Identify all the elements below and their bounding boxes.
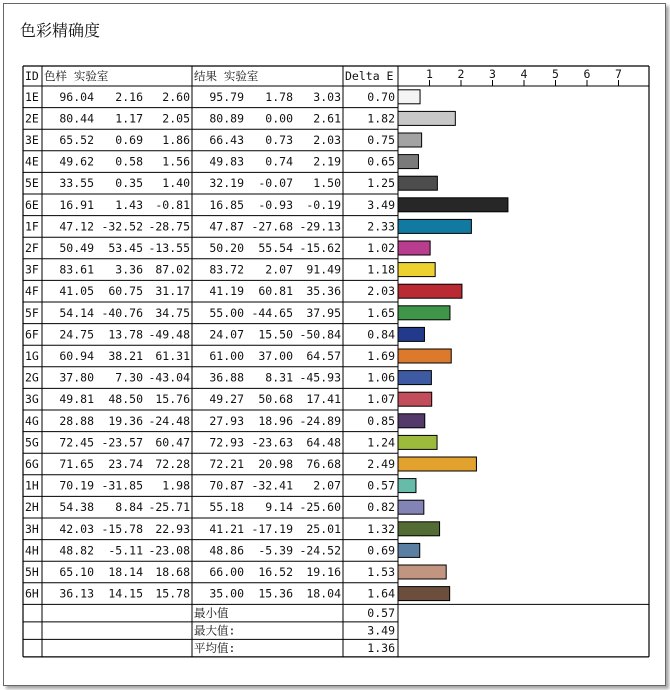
result-lab-value: 64.57 xyxy=(306,349,341,363)
result-lab-value: 50.68 xyxy=(258,392,293,407)
sample-lab-value: 47.12 xyxy=(59,219,94,234)
result-lab-value: -17.19 xyxy=(251,521,293,536)
result-lab-value: -5.39 xyxy=(258,543,293,558)
result-lab-value: 18.96 xyxy=(258,413,293,428)
result-lab-value: 25.01 xyxy=(306,521,341,536)
delta-e-value: 1.69 xyxy=(367,349,395,363)
header-sample-lab: 色样 实验室 xyxy=(44,69,109,83)
x-tick-label: 1 xyxy=(426,67,433,81)
result-lab-value: 37.95 xyxy=(306,305,341,320)
delta-e-bar xyxy=(398,219,471,233)
sample-lab-value: -28.75 xyxy=(148,219,190,234)
result-lab-value: 41.19 xyxy=(209,284,244,299)
result-lab-value: 70.87 xyxy=(209,478,244,493)
sample-lab-value: -24.48 xyxy=(148,413,190,428)
delta-e-bar xyxy=(398,457,476,471)
sample-lab-value: -13.55 xyxy=(148,241,190,255)
row-id: 4E xyxy=(25,154,39,169)
result-lab-value: 95.79 xyxy=(209,89,244,104)
delta-e-value: 1.18 xyxy=(367,262,395,277)
delta-e-value: 1.65 xyxy=(367,305,395,320)
delta-e-value: 0.57 xyxy=(367,478,395,493)
sample-lab-value: 0.69 xyxy=(115,133,143,147)
sample-lab-value: 42.03 xyxy=(59,521,94,536)
result-lab-value: -44.65 xyxy=(251,305,293,320)
result-lab-value: 24.07 xyxy=(209,327,244,342)
row-id: 2G xyxy=(25,370,39,385)
sample-lab-value: 2.05 xyxy=(162,111,190,126)
result-lab-value: 0.00 xyxy=(265,111,293,126)
row-id: 2F xyxy=(25,241,39,255)
sample-lab-value: 71.65 xyxy=(59,457,94,471)
row-id: 2E xyxy=(25,111,39,126)
sample-lab-value: 50.49 xyxy=(59,241,94,255)
result-lab-value: -32.41 xyxy=(251,478,293,493)
result-lab-value: 0.73 xyxy=(265,133,293,147)
summary-label: 最小值 xyxy=(194,606,229,621)
result-lab-value: 47.87 xyxy=(209,219,244,234)
delta-e-value: 1.07 xyxy=(367,392,395,407)
row-id: 1F xyxy=(25,219,39,234)
result-lab-value: 2.19 xyxy=(313,154,341,169)
delta-e-value: 0.84 xyxy=(367,327,395,342)
row-id: 3H xyxy=(25,521,39,536)
sample-lab-value: 70.19 xyxy=(59,478,94,493)
row-id: 5F xyxy=(25,305,39,320)
sample-lab-value: 65.10 xyxy=(59,565,94,579)
result-lab-value: 3.03 xyxy=(313,89,341,104)
delta-e-value: 2.49 xyxy=(367,457,395,471)
delta-e-value: 0.70 xyxy=(367,89,395,104)
result-lab-value: -50.84 xyxy=(299,327,341,342)
result-lab-value: 66.43 xyxy=(209,133,244,147)
sample-lab-value: 72.45 xyxy=(59,435,94,450)
sample-lab-value: 1.86 xyxy=(162,133,190,147)
result-lab-value: 18.04 xyxy=(306,586,341,601)
row-id: 3G xyxy=(25,392,39,407)
delta-e-value: 1.02 xyxy=(367,241,395,255)
sample-lab-value: 28.88 xyxy=(59,413,94,428)
delta-e-value: 1.53 xyxy=(367,565,395,579)
sample-lab-value: 2.16 xyxy=(115,89,143,104)
result-lab-value: 61.00 xyxy=(209,349,244,363)
result-lab-value: 15.36 xyxy=(258,586,293,601)
result-lab-value: 16.52 xyxy=(258,565,293,579)
delta-e-value: 3.49 xyxy=(367,197,395,212)
sample-lab-value: 83.61 xyxy=(59,262,94,277)
result-lab-value: 55.18 xyxy=(209,500,244,515)
delta-e-bar xyxy=(398,414,425,428)
result-lab-value: 37.00 xyxy=(258,349,293,363)
sample-lab-value: 19.36 xyxy=(108,413,143,428)
sample-lab-value: 0.35 xyxy=(115,176,143,191)
delta-e-value: 1.25 xyxy=(367,176,395,191)
sample-lab-value: 23.74 xyxy=(108,457,143,471)
sample-lab-value: 72.28 xyxy=(155,457,190,471)
delta-e-bar xyxy=(398,327,424,341)
x-tick-label: 7 xyxy=(615,67,622,81)
sample-lab-value: 3.36 xyxy=(115,262,143,277)
result-lab-value: 2.03 xyxy=(313,133,341,147)
result-lab-value: -24.89 xyxy=(299,413,341,428)
sample-lab-value: 37.80 xyxy=(59,370,94,385)
delta-e-bar xyxy=(398,306,450,320)
row-id: 6E xyxy=(25,197,39,212)
sample-lab-value: 87.02 xyxy=(155,262,190,277)
sample-lab-value: -23.57 xyxy=(101,435,143,450)
sample-lab-value: 49.81 xyxy=(59,392,94,407)
summary-value: 0.57 xyxy=(367,606,395,621)
delta-e-bar xyxy=(398,133,422,147)
delta-e-value: 1.24 xyxy=(367,435,395,450)
sample-lab-value: 48.82 xyxy=(59,543,94,558)
result-lab-value: 19.16 xyxy=(306,565,341,579)
result-lab-value: 36.88 xyxy=(209,370,244,385)
sample-lab-value: 61.31 xyxy=(155,349,190,363)
delta-e-value: 0.69 xyxy=(367,543,395,558)
delta-e-value: 1.32 xyxy=(367,521,395,536)
sample-lab-value: -0.81 xyxy=(155,197,190,212)
row-id: 1E xyxy=(25,89,39,104)
row-id: 6F xyxy=(25,327,39,342)
delta-e-value: 1.82 xyxy=(367,111,395,126)
sample-lab-value: 60.47 xyxy=(155,435,190,450)
sample-lab-value: 31.17 xyxy=(155,284,190,299)
sample-lab-value: 60.94 xyxy=(59,349,94,363)
row-id: 5G xyxy=(25,435,39,450)
result-lab-value: 72.21 xyxy=(209,457,244,471)
delta-e-bar xyxy=(398,392,432,406)
result-lab-value: 72.93 xyxy=(209,435,244,450)
result-lab-value: 16.85 xyxy=(209,197,244,212)
delta-e-bar xyxy=(398,198,508,212)
row-id: 3F xyxy=(25,262,39,277)
delta-e-bar xyxy=(398,263,435,277)
result-lab-value: -0.07 xyxy=(258,176,293,191)
delta-e-value: 2.33 xyxy=(367,219,395,234)
result-lab-value: 27.93 xyxy=(209,413,244,428)
delta-e-bar xyxy=(398,435,437,449)
delta-e-value: 0.75 xyxy=(367,133,395,147)
x-tick-label: 5 xyxy=(552,67,559,81)
sample-lab-value: 34.75 xyxy=(155,305,190,320)
result-lab-value: 2.61 xyxy=(313,111,341,126)
result-lab-value: 9.14 xyxy=(265,500,293,515)
delta-e-bar xyxy=(398,349,451,363)
sample-lab-value: 54.38 xyxy=(59,500,94,515)
result-lab-value: 1.50 xyxy=(313,176,341,191)
row-id: 2H xyxy=(25,500,39,515)
result-lab-value: 55.00 xyxy=(209,305,244,320)
sample-lab-value: 36.13 xyxy=(59,586,94,601)
delta-e-value: 1.64 xyxy=(367,586,395,601)
sample-lab-value: 48.50 xyxy=(108,392,143,407)
delta-e-bar xyxy=(398,500,424,514)
result-lab-value: 83.72 xyxy=(209,262,244,277)
sample-lab-value: 49.62 xyxy=(59,154,94,169)
result-lab-value: 50.20 xyxy=(209,241,244,255)
header-id: ID xyxy=(25,69,39,83)
result-lab-value: 15.50 xyxy=(258,327,293,342)
summary-value: 3.49 xyxy=(367,623,395,638)
result-lab-value: 76.68 xyxy=(306,457,341,471)
delta-e-bar xyxy=(398,284,462,298)
result-lab-value: -0.93 xyxy=(258,197,293,212)
delta-e-bar xyxy=(398,176,437,190)
sample-lab-value: 22.93 xyxy=(155,521,190,536)
sample-lab-value: 1.98 xyxy=(162,478,190,493)
row-id: 5H xyxy=(25,565,39,579)
sample-lab-value: 0.58 xyxy=(115,154,143,169)
chart-title: 色彩精确度 xyxy=(20,21,101,40)
result-lab-value: 48.86 xyxy=(209,543,244,558)
sample-lab-value: -31.85 xyxy=(101,478,143,493)
delta-e-bar xyxy=(398,565,446,579)
sample-lab-value: 18.14 xyxy=(108,565,143,579)
result-lab-value: 0.74 xyxy=(265,154,293,169)
row-id: 4H xyxy=(25,543,39,558)
result-lab-value: 60.81 xyxy=(258,284,293,299)
sample-lab-value: 24.75 xyxy=(59,327,94,342)
sample-lab-value: 60.75 xyxy=(108,284,143,299)
sample-lab-value: 15.78 xyxy=(155,586,190,601)
sample-lab-value: -23.08 xyxy=(148,543,190,558)
result-lab-value: -15.62 xyxy=(299,241,341,255)
sample-lab-value: 18.68 xyxy=(155,565,190,579)
summary-label: 平均值: xyxy=(194,641,236,656)
delta-e-bar xyxy=(398,522,440,536)
sample-lab-value: 53.45 xyxy=(108,241,143,255)
sample-lab-value: -40.76 xyxy=(101,305,143,320)
row-id: 1G xyxy=(25,349,39,363)
result-lab-value: 55.54 xyxy=(258,241,293,255)
result-lab-value: 80.89 xyxy=(209,111,244,126)
result-lab-value: -25.60 xyxy=(299,500,341,515)
delta-e-bar xyxy=(398,371,431,385)
delta-e-bar xyxy=(398,241,430,255)
summary-label: 最大值: xyxy=(194,623,236,638)
sample-lab-value: 38.21 xyxy=(108,349,143,363)
sample-lab-value: 13.78 xyxy=(108,327,143,342)
sample-lab-value: 1.40 xyxy=(162,176,190,191)
sample-lab-value: 96.04 xyxy=(59,89,94,104)
result-lab-value: 8.31 xyxy=(265,370,293,385)
delta-e-bar xyxy=(398,587,450,601)
x-tick-label: 3 xyxy=(489,67,496,81)
result-lab-value: 64.48 xyxy=(306,435,341,450)
row-id: 5E xyxy=(25,176,39,191)
sample-lab-value: 41.05 xyxy=(59,284,94,299)
result-lab-value: -0.19 xyxy=(306,197,341,212)
delta-e-value: 0.85 xyxy=(367,413,395,428)
result-lab-value: 2.07 xyxy=(265,262,293,277)
x-tick-label: 2 xyxy=(457,67,465,81)
sample-lab-value: 65.52 xyxy=(59,133,94,147)
sample-lab-value: 54.14 xyxy=(59,305,94,320)
sample-lab-value: 1.56 xyxy=(162,154,190,169)
delta-e-value: 0.65 xyxy=(367,154,395,169)
delta-e-bar xyxy=(398,155,418,169)
row-id: 1H xyxy=(25,478,39,493)
sample-lab-value: 1.17 xyxy=(115,111,143,126)
sample-lab-value: -25.71 xyxy=(148,500,190,515)
row-id: 6G xyxy=(25,457,39,471)
result-lab-value: 32.19 xyxy=(209,176,244,191)
sample-lab-value: 15.76 xyxy=(155,392,190,407)
sample-lab-value: 16.91 xyxy=(59,197,94,212)
result-lab-value: -27.68 xyxy=(251,219,293,234)
result-lab-value: -45.93 xyxy=(299,370,341,385)
result-lab-value: 35.00 xyxy=(209,586,244,601)
delta-e-bar xyxy=(398,479,416,493)
result-lab-value: 41.21 xyxy=(209,521,244,536)
result-lab-value: 1.78 xyxy=(265,89,293,104)
result-lab-value: -23.63 xyxy=(251,435,293,450)
sample-lab-value: -15.78 xyxy=(101,521,143,536)
delta-e-value: 2.03 xyxy=(367,284,395,299)
sample-lab-value: 2.60 xyxy=(162,89,190,104)
result-lab-value: 49.27 xyxy=(209,392,244,407)
result-lab-value: 20.98 xyxy=(258,457,293,471)
row-id: 4F xyxy=(25,284,39,299)
sample-lab-value: 14.15 xyxy=(108,586,143,601)
delta-e-bar xyxy=(398,111,455,125)
sample-lab-value: -43.04 xyxy=(148,370,190,385)
sample-lab-value: 8.84 xyxy=(115,500,143,515)
x-tick-label: 6 xyxy=(583,67,591,81)
x-tick-label: 4 xyxy=(520,67,528,81)
result-lab-value: 35.36 xyxy=(306,284,341,299)
result-lab-value: 66.00 xyxy=(209,565,244,579)
row-id: 3E xyxy=(25,133,39,147)
sample-lab-value: -32.52 xyxy=(101,219,143,234)
sample-lab-value: 33.55 xyxy=(59,176,94,191)
delta-e-bar xyxy=(398,543,420,557)
summary-value: 1.36 xyxy=(367,641,395,656)
sample-lab-value: -5.11 xyxy=(108,543,143,558)
sample-lab-value: 1.43 xyxy=(115,197,143,212)
result-lab-value: -29.13 xyxy=(299,219,341,234)
row-id: 4G xyxy=(25,413,39,428)
delta-e-value: 0.82 xyxy=(367,500,395,515)
result-lab-value: 17.41 xyxy=(306,392,341,407)
header-delta-e: Delta E xyxy=(345,69,394,83)
delta-e-bar xyxy=(398,90,420,104)
sample-lab-value: -49.48 xyxy=(148,327,190,342)
result-lab-value: 2.07 xyxy=(313,478,341,493)
result-lab-value: 49.83 xyxy=(209,154,244,169)
result-lab-value: 91.49 xyxy=(306,262,341,277)
sample-lab-value: 80.44 xyxy=(59,111,94,126)
result-lab-value: -24.52 xyxy=(299,543,341,558)
delta-e-value: 1.06 xyxy=(367,370,395,385)
header-result-lab: 结果 实验室 xyxy=(194,69,259,83)
sample-lab-value: 7.30 xyxy=(115,370,143,385)
row-id: 6H xyxy=(25,586,39,601)
